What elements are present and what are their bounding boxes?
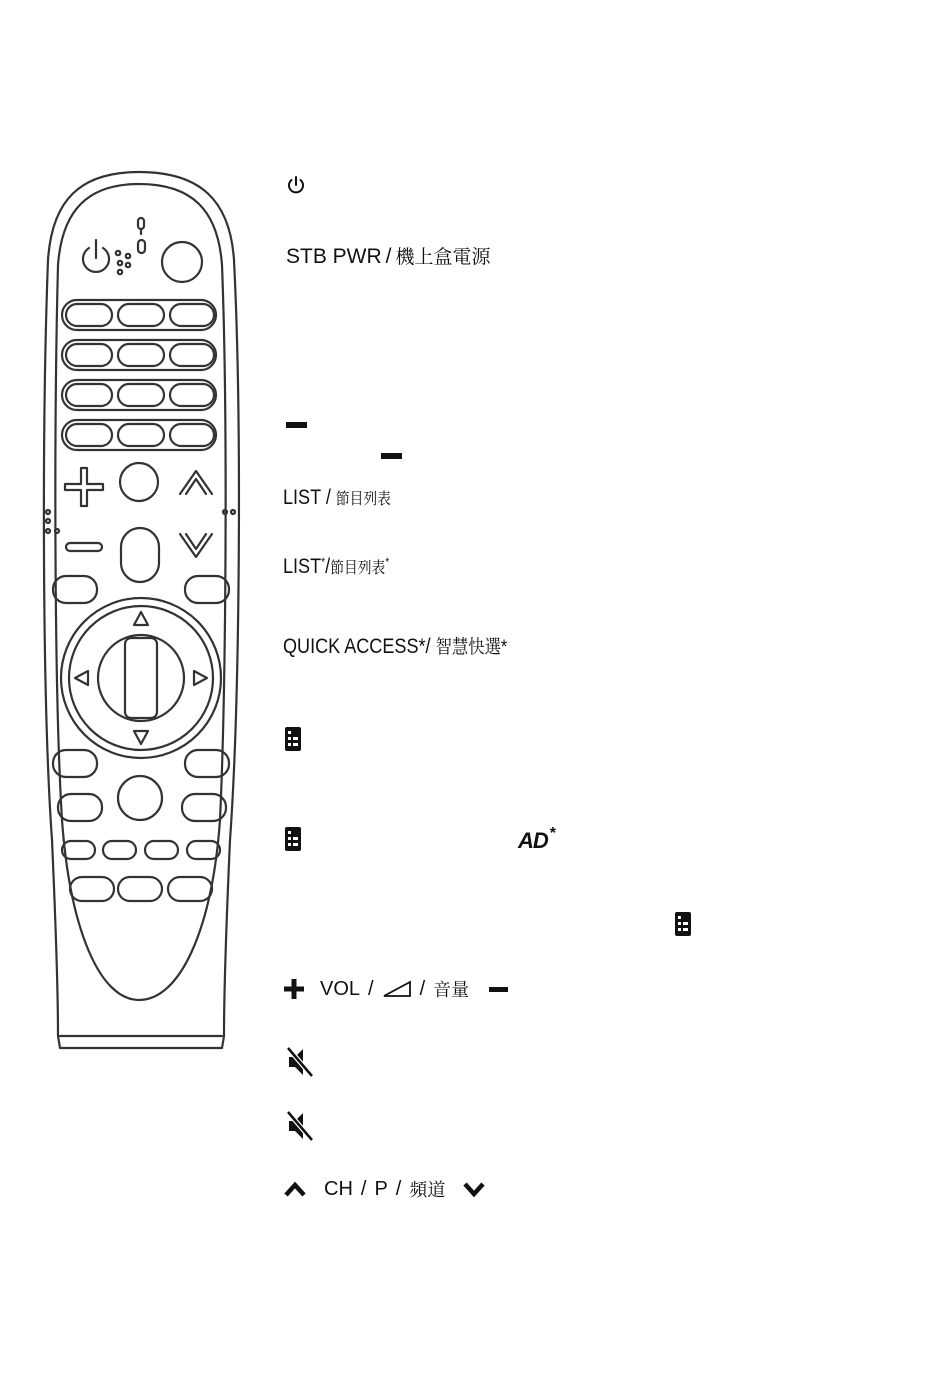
slash: / (395, 1177, 402, 1200)
slash: / (325, 486, 331, 509)
stb-power-text: STB PWR (286, 245, 382, 268)
vol-text-zh: 音量 (433, 980, 470, 1000)
remote-center-round-button (120, 463, 158, 501)
list-star-label (283, 555, 407, 579)
vol-text: VOL (320, 977, 361, 1000)
plus-icon (284, 979, 304, 999)
channel-label (284, 1176, 485, 1202)
ad-text: AD (518, 828, 548, 853)
slash: / (425, 635, 431, 658)
minus-icon (286, 422, 307, 428)
remote-top-round-button (162, 242, 202, 282)
remote-left-pill-button (53, 576, 97, 603)
mute-icon (286, 1046, 314, 1078)
remote-ch-down (180, 534, 212, 557)
remote-vol-plus (65, 468, 103, 506)
chevron-up-icon (284, 1181, 306, 1197)
slash: / (360, 1177, 367, 1200)
mute-icon (286, 1110, 314, 1142)
remote-dpad (61, 598, 221, 758)
power-icon (286, 175, 306, 195)
remote-mic-button (138, 218, 145, 253)
audio-description-logo (518, 825, 555, 854)
slash: / (419, 977, 426, 1000)
remote-control-illustration (0, 0, 260, 1100)
remote-ch-up (180, 471, 212, 494)
stb-power-label (286, 242, 491, 269)
slash: / (325, 555, 331, 578)
remote-vol-minus (66, 543, 102, 551)
settings-menu-icon (285, 727, 301, 751)
remote-mute-pill (121, 528, 159, 582)
ch-text-zh: 頻道 (409, 1180, 446, 1200)
list-text: LIST (283, 486, 321, 509)
list-text-zh: 節目列表 (335, 491, 391, 508)
volume-triangle-icon (382, 980, 412, 998)
list-label (283, 486, 409, 510)
minus-icon (489, 987, 508, 992)
slash: / (368, 977, 374, 1000)
asterisk: * (321, 555, 326, 569)
settings-menu-icon (675, 912, 691, 936)
remote-right-pill-button (185, 576, 229, 603)
ch-text: CH (324, 1177, 353, 1200)
settings-menu-icon (285, 827, 301, 851)
slash: / (385, 245, 392, 268)
remote-number-pad (62, 300, 216, 450)
list-star-text: LIST (283, 555, 322, 578)
quick-access-text-zh: 智慧快選* (435, 637, 508, 658)
chevron-down-icon (463, 1181, 485, 1197)
minus-icon (381, 453, 402, 459)
p-text: P (374, 1177, 388, 1200)
list-star-text-zh: 節目列表 (330, 560, 386, 577)
quick-access-text: QUICK ACCESS* (283, 635, 426, 658)
asterisk: * (549, 825, 556, 842)
quick-access-label (283, 632, 544, 659)
volume-label (284, 976, 508, 1002)
remote-power-button (83, 240, 109, 272)
stb-power-text-zh: 機上盒電源 (395, 247, 491, 268)
asterisk: * (385, 555, 390, 569)
